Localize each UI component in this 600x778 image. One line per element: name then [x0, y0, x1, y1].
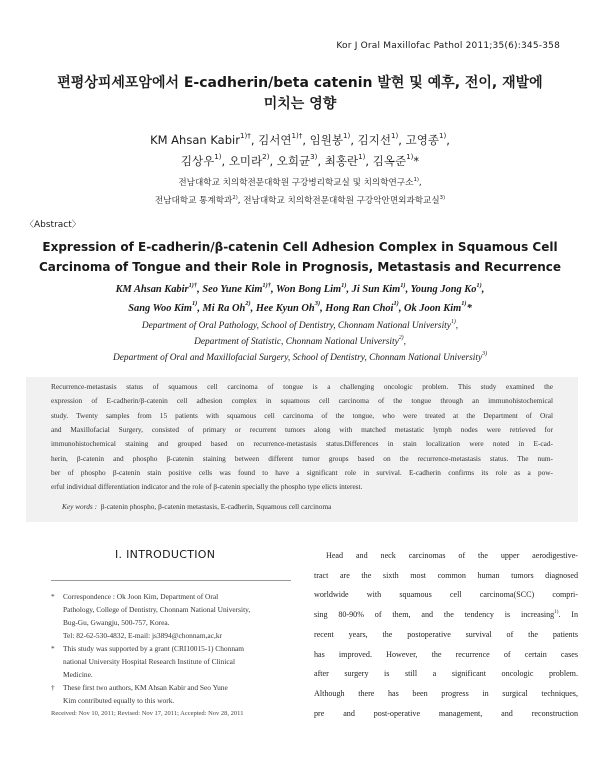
footnote-equal-contribution [51, 681, 293, 707]
abstract-line: herin, β-catenin and phospho β-catenin staining between different tumor groups based on the recurrence-metastasis status. The num- [51, 453, 553, 463]
author-sup: 1)† [262, 281, 272, 289]
author-separator: , [250, 302, 256, 314]
footnotes [51, 590, 293, 707]
author-sup: 3) [310, 152, 318, 162]
affiliation-text: 전남대학교 치의학전문대학원 구강병리학교실 및 치의학연구소 [178, 178, 414, 188]
affiliation-sup: 1) [450, 319, 456, 326]
korean-title [0, 73, 600, 115]
footnote-mark: * [51, 592, 55, 601]
affiliation-text: Department of Statistic, Chonnam National University [194, 337, 399, 347]
english-title [0, 237, 600, 277]
korean-affiliation-line-2 [0, 192, 600, 210]
footnote-line: This study was supported by a grant (CRI10015-1) Chonnam [63, 644, 245, 653]
author-name: KM Ahsan Kabir [115, 284, 189, 295]
affiliation-sup: 1) [413, 176, 419, 183]
author-name: KM Ahsan Kabir [150, 133, 240, 147]
footnote-line: These first two authors, KM Ahsan Kabir and Seo Yune [63, 683, 228, 692]
author-name: Ok Joon Kim [404, 302, 462, 314]
author-name: , 임원봉 [302, 133, 343, 147]
korean-affiliations [0, 174, 600, 210]
abstract-line: ber of phospho β-catenin stain positive cells was found to have a significant role in survival. E-cadherin confirms its role as a pow- [51, 468, 553, 478]
abstract-text [51, 380, 553, 495]
english-affiliation-1 [0, 318, 600, 334]
author-sup: 1)† [188, 281, 198, 289]
author-name: , 김지선 [350, 133, 391, 147]
abstract-line: expression of E-cadherin/β-catenin cell adhesion complex in squamous cell carcinoma of the tongue through an immunohistochemical [51, 396, 553, 406]
author-name: Sang Woo Kim [128, 302, 192, 314]
author-separator: , [320, 302, 326, 314]
abstract-line: and Maxillofacial Surgery, consisted of primary or recurrent tumors along with matched metastatic lymph nodes were retrieved for [51, 425, 553, 435]
received-dates: Received: Nov 10, 2011; Revised: Nov 17, 2011; Accepted: Nov 28, 2011 [51, 710, 244, 717]
author-sup: 1) [343, 131, 351, 141]
footnote-line: national University Hospital Research Institute of Clinical [63, 657, 235, 666]
affiliation-text: Department of Oral and Maxillofacial Surgery, School of Dentistry, Chonnam National University [113, 353, 483, 363]
author-sup: 1) [461, 300, 467, 308]
author-sup: 1) [341, 281, 347, 289]
journal-reference: Kor J Oral Maxillofac Pathol 2011;35(6):345-358 [336, 41, 560, 51]
footnote-line: Correspondence : Ok Joon Kim, Department of Oral [63, 592, 219, 601]
author-separator: , [197, 302, 203, 314]
affiliation-sup: 3) [482, 351, 487, 358]
korean-authors [0, 130, 600, 172]
korean-authors-line-2 [0, 151, 600, 172]
body-line [314, 605, 578, 625]
footnote-line: Tel: 82-62-530-4832, E-mail: js3894@chonnam,ac,kr [63, 631, 222, 640]
affiliation-sup: 2) [232, 194, 238, 201]
abstract-line: immunohistochemical staining and grouped based on recurrence-metastasis status.Differences in stain localization were noted in E-cad- [51, 439, 553, 449]
author-name: Ji Sun Kim [351, 284, 401, 295]
author-name: , 오미라 [221, 154, 263, 168]
author-sup: 1) [438, 131, 447, 141]
author-name: , 오희균 [269, 154, 311, 168]
footnote-line: Pathology, College of Dentistry, Chonnam National University, [63, 605, 251, 614]
footnote-funding [51, 642, 293, 681]
author-sup: 3) [314, 300, 321, 308]
english-title-line-1: Expression of E-cadherin/β-catenin Cell Adhesion Complex in Squamous Cell [42, 240, 558, 254]
abstract-line: Recurrence-metastasis status of squamous cell carcinoma of tongue is a challenging oncologic problem. This study examined the [51, 382, 553, 391]
author-sup: 1) [358, 152, 366, 162]
abstract-line: study. Twenty samples from 15 patients with squamous cell carcinoma of the tongue, who were treated at the Department of Oral [51, 410, 553, 420]
author-name: Won Bong Lim [276, 284, 342, 295]
author-sup: 1) [390, 131, 399, 141]
footnote-mark: † [51, 683, 55, 692]
author-separator: , [481, 284, 485, 295]
author-sup: 1)† [239, 131, 251, 141]
author-name: Hong Ran Choi [325, 302, 394, 314]
english-authors-line-2 [0, 300, 600, 319]
korean-authors-line-1 [0, 130, 600, 151]
author-name: Mi Ra Oh [202, 302, 246, 314]
footnote-mark: * [51, 644, 55, 653]
author-sup: 1) [400, 281, 406, 289]
corresponding-mark: * [466, 302, 472, 314]
author-name: 김상우 [180, 154, 215, 168]
author-name: , 최홍란 [317, 154, 359, 168]
author-separator: , [271, 284, 277, 295]
body-line: after surgery is still a significant oncologic problem. [314, 669, 578, 679]
author-separator: , [405, 284, 411, 295]
keywords-label: Key words : [62, 502, 97, 511]
author-sup: 1) [214, 152, 222, 162]
footnote-line: Medicine. [63, 670, 93, 679]
author-sup: 1) [393, 300, 399, 308]
affiliation-punct: , [455, 321, 459, 331]
author-sup: 1) [191, 300, 198, 308]
affiliation-text: , 전남대학교 치의학전문대학원 구강악안면외과학교실 [237, 196, 440, 206]
author-sup: 1) [406, 152, 414, 162]
body-text: . In [558, 610, 578, 620]
author-separator: , [197, 284, 203, 295]
body-line: has improved. However, the recurrence of certain cases [314, 649, 578, 659]
body-line: Head and neck carcinomas of the upper aerodigestive- [326, 551, 578, 560]
body-line: tract are the sixth most common human tumors diagnosed [314, 570, 578, 580]
english-affiliation-3 [0, 350, 600, 366]
affiliation-text: 전남대학교 통계학과 [154, 196, 233, 206]
affiliation-sup: 2) [398, 335, 404, 342]
abstract-line: erful individual differentiation indicator and the role of β-catenin specially the phospho type elicts interest. [51, 482, 363, 492]
body-text: sing 80-90% of them, and the tendency is increasing [314, 610, 555, 620]
affiliation-text: Department of Oral Pathology, School of Dentistry, Chonnam National University [141, 321, 451, 331]
author-name: Hee Kyun Oh [255, 302, 315, 314]
footnote-line: Kim contributed equally to this work. [63, 696, 175, 705]
affiliation-punct: , [403, 337, 406, 347]
abstract-label: 〈Abstract〉 [25, 220, 81, 230]
author-sup: 1)† [291, 131, 303, 141]
affiliation-sup: 3) [439, 194, 446, 201]
corresponding-mark: * [413, 154, 420, 168]
footnote-divider [51, 580, 291, 581]
body-line: recent years, the postoperative survival of the patients [314, 629, 578, 639]
body-line: Although there has been progress in surgical techniques, [314, 688, 578, 698]
author-separator: , [346, 284, 352, 295]
english-affiliations [0, 318, 600, 366]
english-title-line-2: Carcinoma of Tongue and their Role in Prognosis, Metastasis and Recurrence [38, 260, 562, 274]
korean-title-line-1: 편평상피세포암에서 E-cadherin/beta catenin 발현 및 예후, 전이, 재발에 [57, 75, 543, 91]
author-name: , 김옥준 [365, 154, 407, 168]
english-affiliation-2 [0, 334, 600, 350]
footnote-line: Bug-Gu, Gwangju, 500-757, Korea. [63, 618, 170, 627]
citation-sup: 1) [554, 609, 559, 615]
author-name: Young Jong Ko [410, 284, 477, 295]
footnote-correspondence [51, 590, 293, 642]
author-name: , 고영종 [398, 133, 439, 147]
english-authors [0, 281, 600, 318]
body-line: pre and post-operative management, and reconstruction [314, 708, 578, 718]
english-authors-line-1 [0, 281, 600, 300]
affiliation-punct: , [418, 178, 422, 188]
author-sup: 2) [262, 152, 270, 162]
author-separator: , [446, 133, 450, 147]
author-sup: 1) [476, 281, 482, 289]
korean-title-line-2: 미치는 영향 [263, 96, 337, 112]
introduction-heading: Ⅰ. INTRODUCTION [115, 548, 216, 561]
keywords-text: β-catenin phospho, β-catenin metastasis, E-cadherin, Squamous cell carcinoma [100, 502, 332, 511]
introduction-body [314, 546, 578, 723]
korean-affiliation-line-1 [0, 174, 600, 192]
author-sup: 2) [245, 300, 251, 308]
keywords [62, 502, 331, 511]
body-line: worldwide with squamous cell carcinoma(SCC) compri- [314, 590, 578, 600]
author-separator: , [398, 302, 405, 314]
author-name: Seo Yune Kim [202, 284, 263, 295]
author-name: , 김서연 [250, 133, 292, 147]
